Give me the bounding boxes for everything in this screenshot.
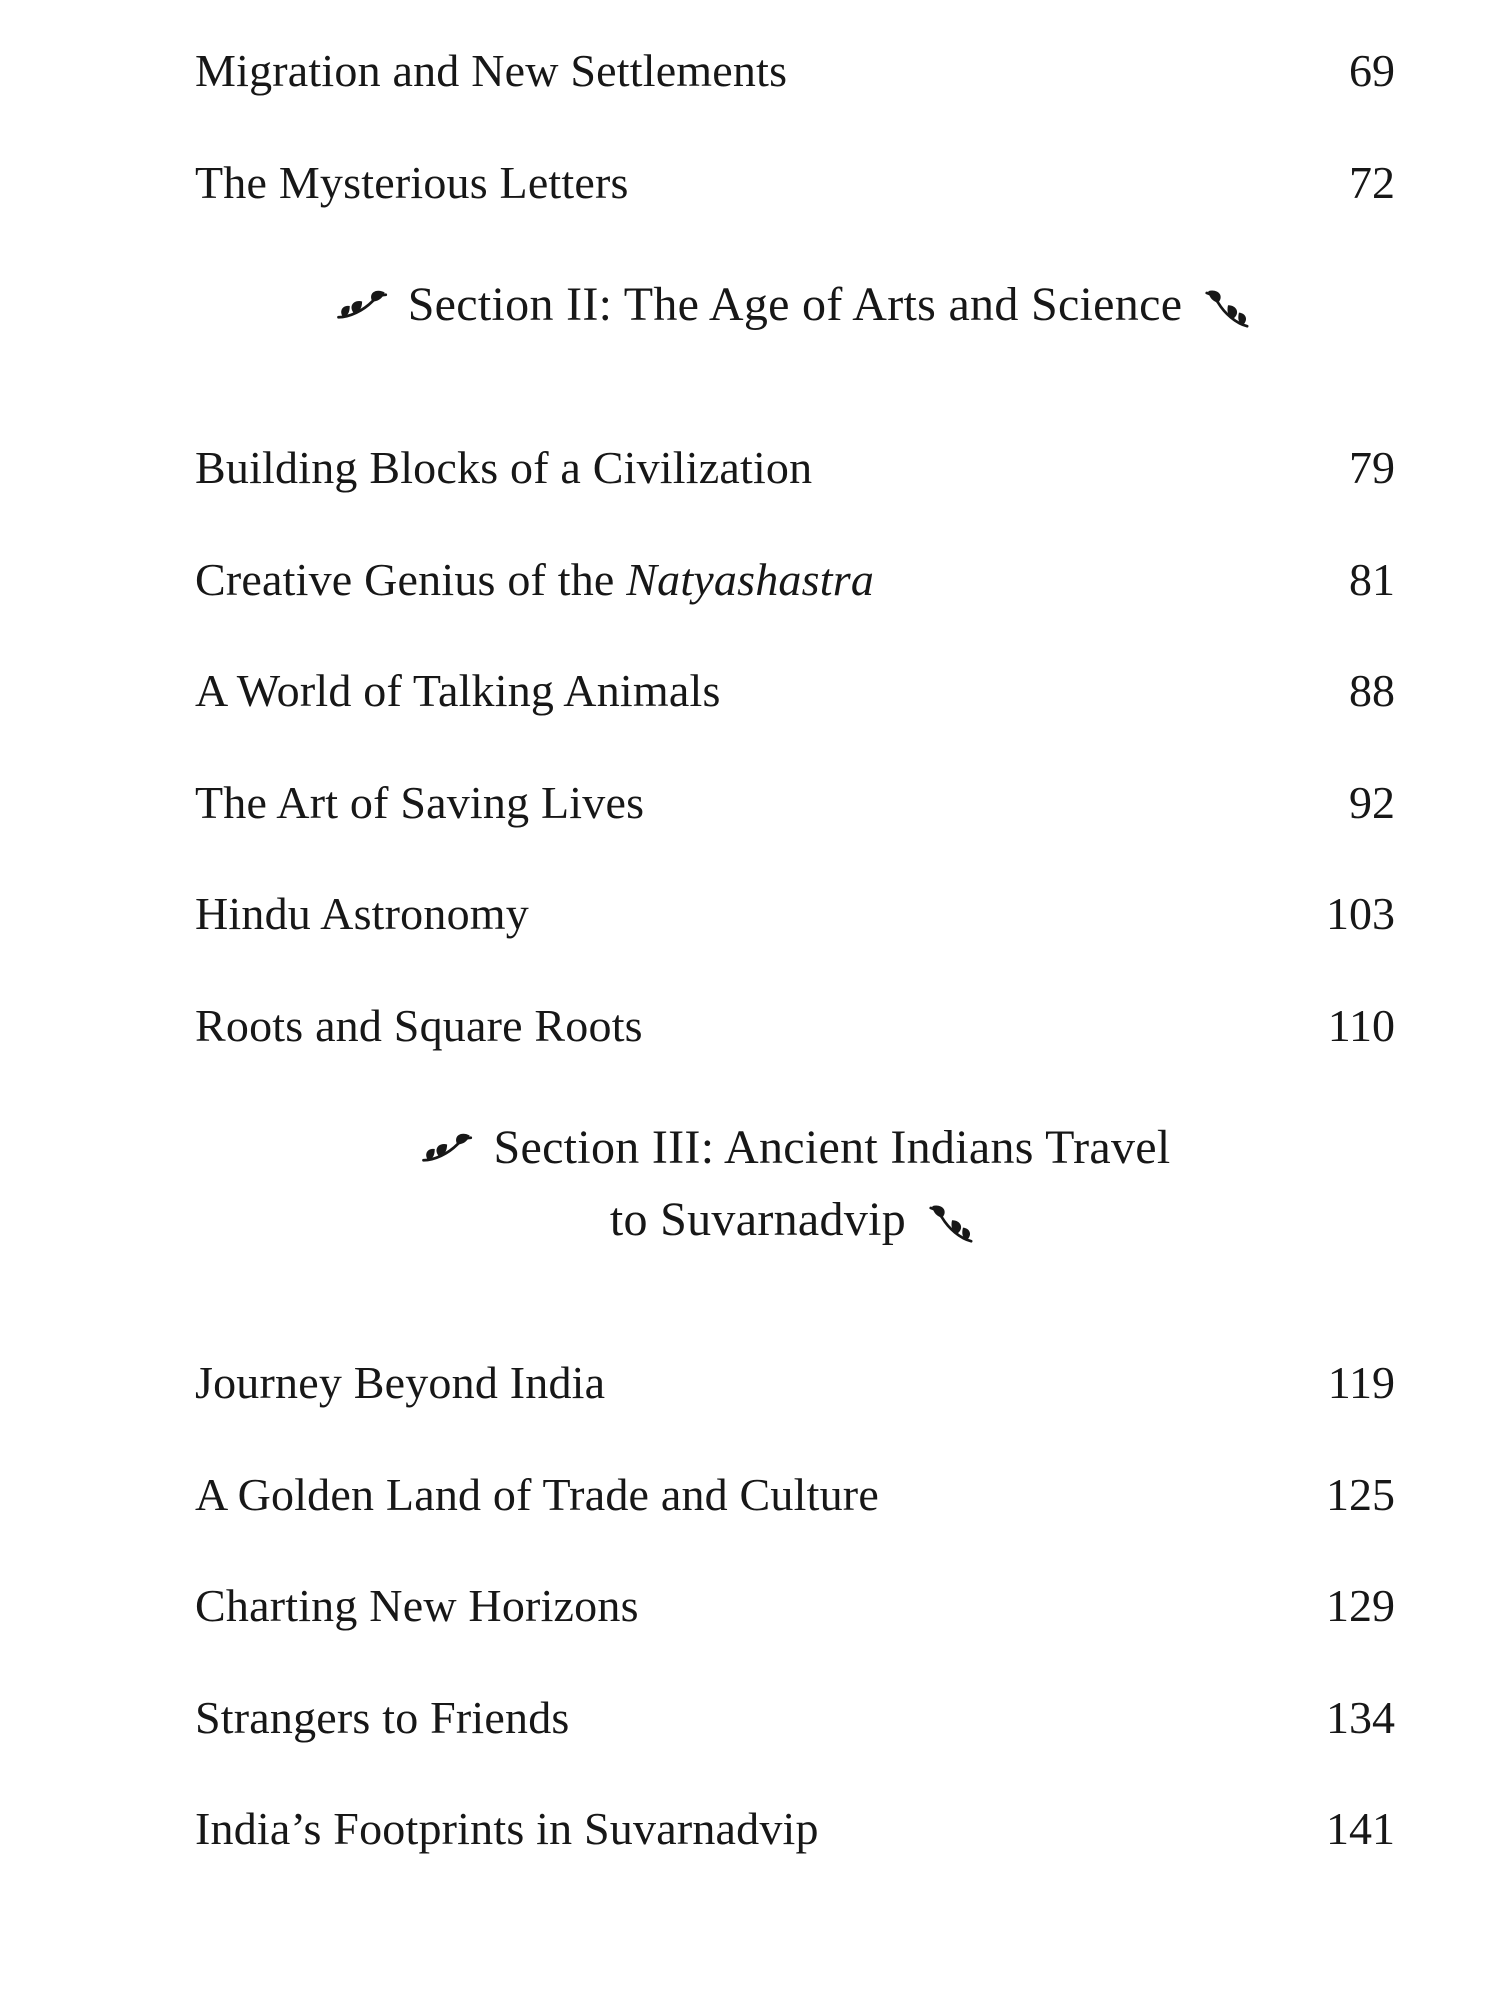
toc-entry-page: 110 [1327, 999, 1395, 1051]
toc-entry-page: 92 [1349, 776, 1395, 828]
leaf-ornament-glyph [334, 290, 388, 322]
section-heading-text: to Suvarnadvip [609, 1193, 907, 1246]
section-heading-2 [195, 269, 1395, 341]
toc-entry-page: 88 [1349, 665, 1395, 716]
toc-entry [195, 42, 1395, 100]
toc-entry [195, 439, 1395, 497]
section-heading-3 [195, 1112, 1395, 1256]
toc-entry [195, 885, 1395, 943]
toc-entry [195, 551, 1395, 609]
toc-entry [195, 774, 1395, 832]
table-of-contents-page [195, 0, 1395, 1858]
toc-entry-page: 129 [1326, 1580, 1395, 1631]
toc-entry [195, 1354, 1395, 1412]
toc-entry-title: India’s Footprints in Suvarnadvip [195, 1803, 819, 1854]
toc-entry [195, 1577, 1395, 1635]
toc-entry-page: 72 [1349, 156, 1395, 208]
toc-entry-page: 125 [1326, 1468, 1395, 1520]
toc-entry-title: Roots and Square Roots [195, 999, 643, 1051]
section-heading-text: Section III: Ancient Indians Travel [493, 1121, 1171, 1174]
toc-entry-title: A World of Talking Animals [195, 665, 721, 716]
leaf-ornament-glyph [1198, 288, 1258, 332]
leaf-ornament-glyph [419, 1133, 473, 1165]
toc-entry-page: 134 [1326, 1691, 1395, 1743]
toc-entry [195, 997, 1395, 1055]
toc-entry [195, 1466, 1395, 1524]
toc-entry-page: 69 [1349, 45, 1395, 96]
toc-entry-title: Migration and New Settlements [195, 45, 788, 96]
toc-entry-title: Charting New Horizons [195, 1580, 639, 1631]
toc-entry-title: A Golden Land of Trade and Culture [195, 1468, 879, 1520]
leaf-ornament-right-icon [1202, 288, 1256, 320]
toc-entry-title: Building Blocks of a Civilization [195, 442, 813, 493]
section-heading-text: Section II: The Age of Arts and Science [407, 278, 1183, 331]
toc-entry-title: The Mysterious Letters [195, 156, 629, 208]
leaf-ornament-left-icon [334, 288, 388, 320]
toc-entry-page: 119 [1327, 1357, 1395, 1408]
toc-entry-title: Strangers to Friends [195, 1691, 570, 1743]
leaf-ornament-glyph [922, 1203, 982, 1247]
toc-entry [195, 662, 1395, 720]
section-heading-line-2 [195, 1184, 1395, 1256]
toc-entry-title: The Art of Saving Lives [195, 776, 645, 828]
toc-entry-page: 79 [1349, 442, 1395, 493]
section-heading-line-1 [195, 1112, 1395, 1184]
toc-entry-page: 103 [1326, 888, 1395, 939]
toc-entry [195, 1689, 1395, 1747]
leaf-ornament-right-icon [926, 1203, 980, 1235]
toc-entry [195, 154, 1395, 212]
toc-entry [195, 1800, 1395, 1858]
toc-entry-title-text: Creative Genius of the [195, 553, 627, 605]
toc-entry-title [195, 551, 874, 609]
toc-entry-page: 81 [1349, 553, 1395, 605]
toc-entry-title: Hindu Astronomy [195, 888, 529, 939]
leaf-ornament-left-icon [419, 1131, 473, 1163]
toc-entry-title: Journey Beyond India [195, 1357, 606, 1408]
toc-entry-title-italic: Natyashastra [626, 553, 875, 605]
toc-entry-page: 141 [1326, 1803, 1395, 1854]
